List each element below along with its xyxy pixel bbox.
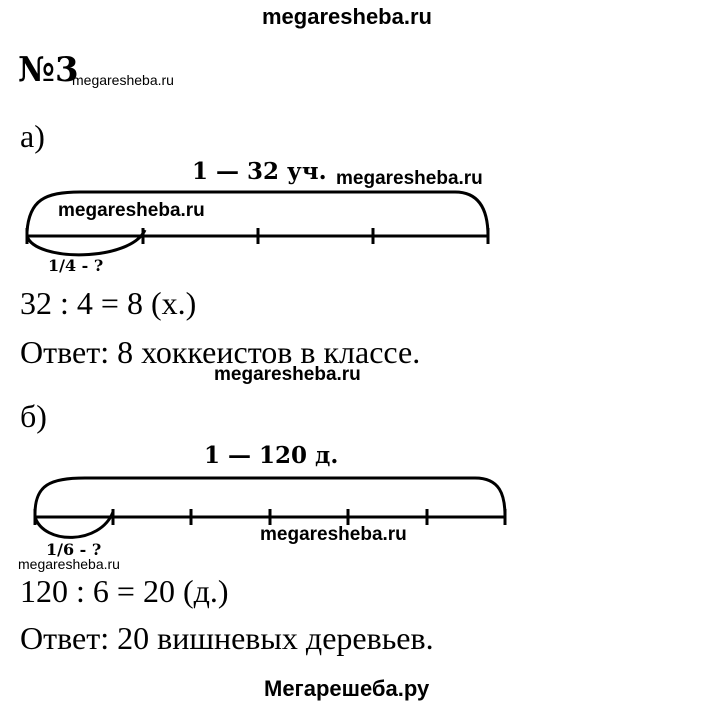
part-a-answer: Ответ: 8 хоккеистов в классе.: [20, 334, 421, 370]
watermark-top: megaresheba.ru: [262, 4, 432, 29]
watermark-bottom: Мегарешеба.ру: [264, 676, 430, 701]
diagram-a-part-arc: [27, 230, 145, 255]
part-a-equation: 32 : 4 = 8 (х.): [20, 285, 197, 321]
part-b-label: б): [20, 398, 47, 434]
part-b-whole-label: 1 — 120 д.: [204, 442, 339, 469]
part-a-whole-label: 1 — 32 уч.: [192, 158, 327, 185]
part-a-part-label: 1/4 - ?: [48, 256, 104, 275]
watermark-a-2: megaresheba.ru: [58, 200, 205, 221]
part-b-part-label: 1/6 - ?: [46, 540, 102, 559]
part-b-equation: 120 : 6 = 20 (д.): [20, 573, 229, 609]
watermark-small-2: megaresheba.ru: [18, 556, 120, 572]
part-b-answer: Ответ: 20 вишневых деревьев.: [20, 620, 434, 656]
task-number: №3: [18, 50, 79, 90]
diagram-a: [27, 192, 488, 255]
watermark-small-1: megaresheba.ru: [72, 72, 174, 88]
watermark-a-3: megaresheba.ru: [214, 364, 361, 385]
watermark-b-1: megaresheba.ru: [260, 524, 407, 545]
watermark-a-1: megaresheba.ru: [336, 168, 483, 189]
part-a-label: а): [20, 118, 45, 154]
